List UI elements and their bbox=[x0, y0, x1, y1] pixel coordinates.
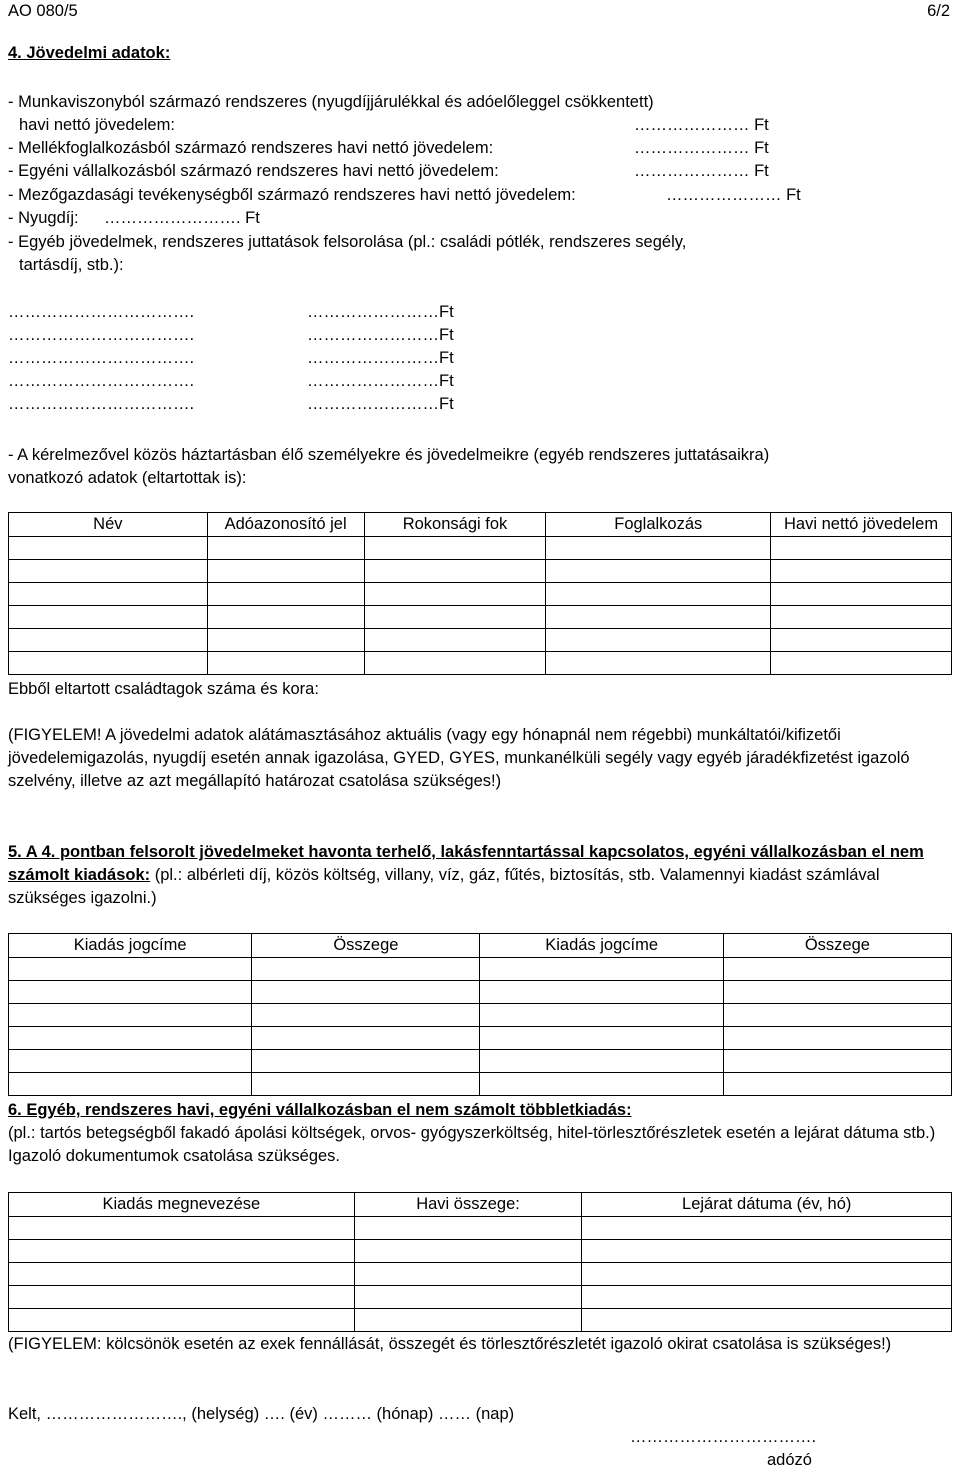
table-row[interactable] bbox=[9, 537, 952, 560]
income-line-employment-cont: havi nettó jövedelem: bbox=[19, 116, 175, 134]
income-employment-field[interactable]: ………………… Ft bbox=[634, 116, 769, 134]
table-cell[interactable] bbox=[546, 652, 771, 675]
table-cell[interactable] bbox=[582, 1286, 952, 1309]
table-cell[interactable] bbox=[354, 1286, 582, 1309]
table-row[interactable] bbox=[9, 652, 952, 675]
income-line-other-cont: tartásdíj, stb.): bbox=[19, 256, 124, 274]
table-cell[interactable] bbox=[354, 1217, 582, 1240]
table-cell[interactable] bbox=[480, 1004, 723, 1027]
column-header-name: Név bbox=[9, 513, 208, 537]
section4-title: 4. Jövedelmi adatok: bbox=[8, 44, 171, 62]
dependents-label: Ebből eltartott családtagok száma és kora: bbox=[8, 680, 319, 698]
table-cell[interactable] bbox=[9, 537, 208, 560]
table-cell[interactable] bbox=[723, 958, 951, 981]
section5-title-rest: (pl.: albérleti díj, közös költség, villany, víz, gáz, fűtés, biztosítás, stb. Valamennyi kiadást számlával szükséges igazolni.) bbox=[8, 866, 880, 907]
table-cell[interactable] bbox=[364, 629, 546, 652]
table-cell[interactable] bbox=[9, 1073, 252, 1096]
table-row[interactable] bbox=[9, 958, 952, 981]
table-row[interactable] bbox=[9, 1309, 952, 1332]
form-code: AO 080/5 bbox=[8, 2, 78, 20]
table-cell[interactable] bbox=[9, 652, 208, 675]
table-cell[interactable] bbox=[252, 1073, 480, 1096]
table-cell[interactable] bbox=[9, 1004, 252, 1027]
table-cell[interactable] bbox=[546, 583, 771, 606]
table-cell[interactable] bbox=[582, 1240, 952, 1263]
table-row[interactable] bbox=[9, 606, 952, 629]
table-cell[interactable] bbox=[480, 958, 723, 981]
other-income-names bbox=[8, 301, 194, 416]
table-row[interactable] bbox=[9, 1073, 952, 1096]
table-cell[interactable] bbox=[9, 1240, 355, 1263]
other-income-amount-field[interactable]: ……………………Ft bbox=[307, 395, 454, 413]
table-row[interactable] bbox=[9, 981, 952, 1004]
column-header-expense-type: Kiadás jogcíme bbox=[9, 934, 252, 958]
table-cell[interactable] bbox=[480, 981, 723, 1004]
table-cell[interactable] bbox=[771, 606, 952, 629]
income-line-secondary: - Mellékfoglalkozásból származó rendszeres havi nettó jövedelem: bbox=[8, 139, 494, 157]
table-cell[interactable] bbox=[207, 583, 364, 606]
table-row[interactable] bbox=[9, 1027, 952, 1050]
other-income-name-field[interactable]: ……………………………. bbox=[8, 395, 195, 413]
other-income-name-field[interactable]: ……………………………. bbox=[8, 372, 195, 390]
income-secondary-field[interactable]: ………………… Ft bbox=[634, 139, 769, 157]
table-cell[interactable] bbox=[354, 1309, 582, 1332]
table-row[interactable] bbox=[9, 1286, 952, 1309]
date-place-line[interactable]: Kelt, ……………………., (helység) …. (év) ……… (hónap) …… (nap) bbox=[8, 1405, 515, 1423]
section6-title: 6. Egyéb, rendszeres havi, egyéni vállalkozásban el nem számolt többletkiadás: bbox=[8, 1101, 632, 1119]
table-cell[interactable] bbox=[480, 1027, 723, 1050]
income-line-other: - Egyéb jövedelmek, rendszeres juttatások felsorolása (pl.: családi pótlék, rendszeres segély, bbox=[8, 233, 687, 251]
table-row[interactable] bbox=[9, 1217, 952, 1240]
page-number: 6/2 bbox=[927, 2, 950, 20]
section6-note: (FIGYELEM: kölcsönök esetén az exek fennállását, összegét és törlesztőrészletét igazoló okirat csatolása is szükséges!) bbox=[8, 1335, 892, 1353]
table-cell[interactable] bbox=[9, 583, 208, 606]
table-row[interactable] bbox=[9, 583, 952, 606]
table-cell[interactable] bbox=[9, 1263, 355, 1286]
table-cell[interactable] bbox=[364, 560, 546, 583]
column-header-occupation: Foglalkozás bbox=[546, 513, 771, 537]
section6-text: (pl.: tartós betegségből fakadó ápolási költségek, orvos- gyógyszerköltség, hitel-törlesztőrészletek esetén a lejárat dátuma stb.) Igazoló dokumentumok csatolása szükséges. bbox=[8, 1124, 936, 1165]
table-cell[interactable] bbox=[354, 1240, 582, 1263]
table-cell[interactable] bbox=[207, 652, 364, 675]
table-cell[interactable] bbox=[364, 606, 546, 629]
table-cell[interactable] bbox=[771, 583, 952, 606]
table-row[interactable] bbox=[9, 1240, 952, 1263]
table-cell[interactable] bbox=[252, 1027, 480, 1050]
column-header-income: Havi nettó jövedelem bbox=[771, 513, 952, 537]
table-cell[interactable] bbox=[207, 629, 364, 652]
table-cell[interactable] bbox=[364, 652, 546, 675]
table-row[interactable] bbox=[9, 1263, 952, 1286]
income-pension-field[interactable]: ……………………. Ft bbox=[104, 209, 260, 227]
other-income-name-field[interactable]: ……………………………. bbox=[8, 303, 195, 321]
other-income-name-field[interactable]: ……………………………. bbox=[8, 349, 195, 367]
table-cell[interactable] bbox=[771, 629, 952, 652]
table-cell[interactable] bbox=[723, 1027, 951, 1050]
household-intro-cont: vonatkozó adatok (eltartottak is): bbox=[8, 469, 247, 487]
table-cell[interactable] bbox=[9, 981, 252, 1004]
table-cell[interactable] bbox=[723, 1050, 951, 1073]
table-cell[interactable] bbox=[582, 1263, 952, 1286]
table-cell[interactable] bbox=[364, 583, 546, 606]
income-note: (FIGYELEM! A jövedelmi adatok alátámasztásához aktuális (vagy egy hónapnál nem régebbi) munkáltatói/kifizetői jövedelemigazolás, nyugdíj esetén annak igazolása, GYED, GYES, munkanélküli segély vagy egyéb járadékfizetést igazoló szelvény, illetve az azt megállapító határozat csatolása szükséges!) bbox=[8, 726, 910, 790]
signature-line[interactable]: ……………………………. bbox=[630, 1428, 817, 1446]
table-cell[interactable] bbox=[207, 560, 364, 583]
column-header-expense-name: Kiadás megnevezése bbox=[9, 1193, 355, 1217]
table-cell[interactable] bbox=[9, 958, 252, 981]
table-cell[interactable] bbox=[771, 560, 952, 583]
table-cell[interactable] bbox=[546, 537, 771, 560]
table-cell[interactable] bbox=[364, 537, 546, 560]
table-cell[interactable] bbox=[771, 652, 952, 675]
column-header-tax-id: Adóazonosító jel bbox=[207, 513, 364, 537]
table-cell[interactable] bbox=[582, 1309, 952, 1332]
table-cell[interactable] bbox=[723, 1004, 951, 1027]
column-header-relation: Rokonsági fok bbox=[364, 513, 546, 537]
table-cell[interactable] bbox=[546, 560, 771, 583]
table-cell[interactable] bbox=[546, 606, 771, 629]
table-cell[interactable] bbox=[9, 629, 208, 652]
table-cell[interactable] bbox=[9, 606, 208, 629]
table-cell[interactable] bbox=[207, 537, 364, 560]
column-header-due-date: Lejárat dátuma (év, hó) bbox=[582, 1193, 952, 1217]
table-cell[interactable] bbox=[546, 629, 771, 652]
income-line-employment: - Munkaviszonyból származó rendszeres (nyugdíjjárulékkal és adóelőleggel csökkentett) bbox=[8, 93, 654, 111]
income-line-pension: - Nyugdíj: bbox=[8, 209, 79, 227]
household-table bbox=[8, 512, 952, 675]
other-income-amounts bbox=[307, 301, 454, 416]
table-cell[interactable] bbox=[9, 1309, 355, 1332]
other-income-amount-field[interactable]: ……………………Ft bbox=[307, 349, 454, 367]
other-income-amount-field[interactable]: ……………………Ft bbox=[307, 326, 454, 344]
expense-table bbox=[8, 933, 952, 1096]
table-cell[interactable] bbox=[771, 537, 952, 560]
table-cell[interactable] bbox=[9, 1027, 252, 1050]
table-cell[interactable] bbox=[723, 981, 951, 1004]
table-cell[interactable] bbox=[582, 1217, 952, 1240]
signature-label: adózó bbox=[767, 1451, 812, 1469]
section5-title bbox=[8, 841, 952, 910]
income-line-agriculture: - Mezőgazdasági tevékenységből származó rendszeres havi nettó jövedelem: bbox=[8, 186, 576, 204]
table-cell[interactable] bbox=[252, 981, 480, 1004]
table-row[interactable] bbox=[9, 560, 952, 583]
extra-expense-table bbox=[8, 1192, 952, 1332]
income-line-enterprise: - Egyéni vállalkozásból származó rendszeres havi nettó jövedelem: bbox=[8, 162, 499, 180]
income-enterprise-field[interactable]: ………………… Ft bbox=[634, 162, 769, 180]
table-header-row bbox=[9, 513, 952, 537]
other-income-amount-field[interactable]: ……………………Ft bbox=[307, 303, 454, 321]
table-cell[interactable] bbox=[252, 1050, 480, 1073]
column-header-monthly-amount: Havi összege: bbox=[354, 1193, 582, 1217]
income-agriculture-field[interactable]: ………………… Ft bbox=[666, 186, 801, 204]
table-cell[interactable] bbox=[252, 958, 480, 981]
other-income-name-field[interactable]: ……………………………. bbox=[8, 326, 195, 344]
table-cell[interactable] bbox=[723, 1073, 951, 1096]
section5-title-underlined: 5. A 4. pontban felsorolt jövedelmeket havonta terhelő, lakásfenntartással kapcsolatos, egyéni vállalkozásban el nem számolt kiadások: bbox=[8, 843, 924, 884]
table-cell[interactable] bbox=[9, 560, 208, 583]
table-cell[interactable] bbox=[480, 1073, 723, 1096]
column-header-amount: Összege bbox=[723, 934, 951, 958]
table-cell[interactable] bbox=[9, 1050, 252, 1073]
table-cell[interactable] bbox=[354, 1263, 582, 1286]
table-row[interactable] bbox=[9, 1004, 952, 1027]
table-row[interactable] bbox=[9, 1050, 952, 1073]
table-cell[interactable] bbox=[480, 1050, 723, 1073]
column-header-amount: Összege bbox=[252, 934, 480, 958]
table-cell[interactable] bbox=[207, 606, 364, 629]
table-row[interactable] bbox=[9, 629, 952, 652]
table-cell[interactable] bbox=[9, 1286, 355, 1309]
column-header-expense-type: Kiadás jogcíme bbox=[480, 934, 723, 958]
table-cell[interactable] bbox=[9, 1217, 355, 1240]
other-income-amount-field[interactable]: ……………………Ft bbox=[307, 372, 454, 390]
household-intro: - A kérelmezővel közös háztartásban élő személyekre és jövedelmeikre (egyéb rendszeres juttatásaikra) bbox=[8, 446, 770, 464]
table-cell[interactable] bbox=[252, 1004, 480, 1027]
